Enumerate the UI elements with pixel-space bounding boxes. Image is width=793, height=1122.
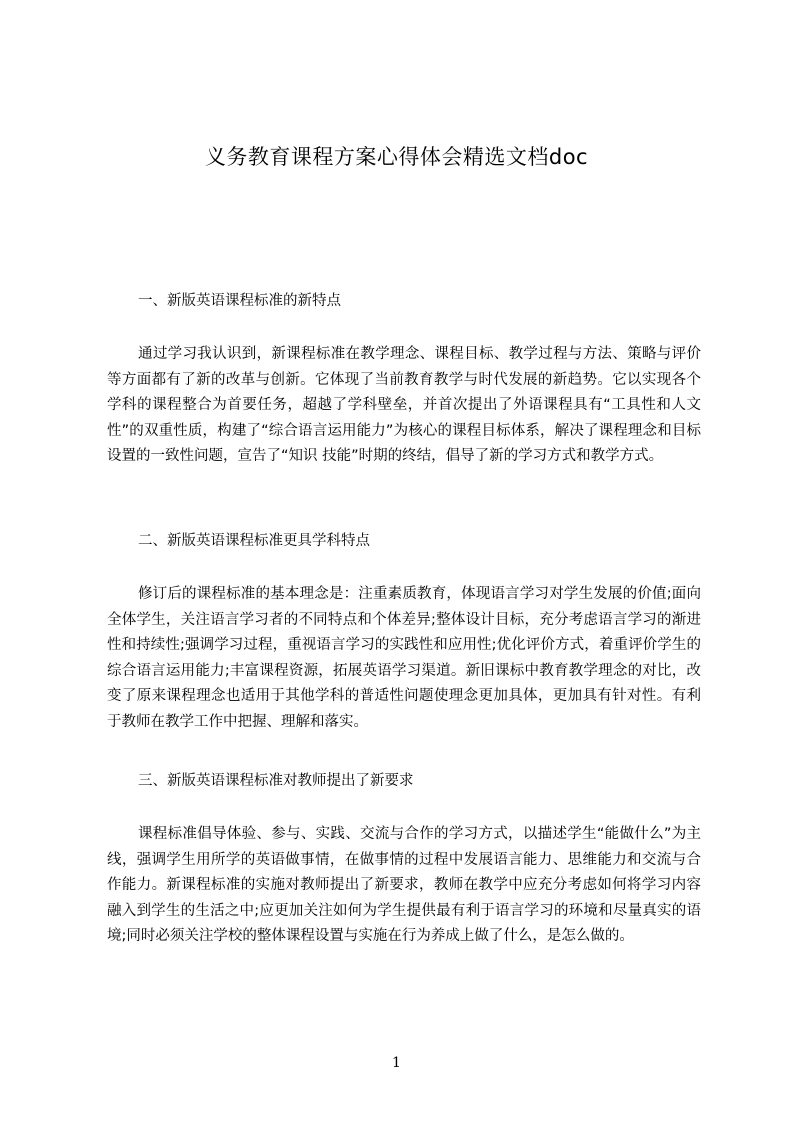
section-heading-3: 三、新版英语课程标准对教师提出了新要求 [138,773,414,789]
section-paragraph-1: 通过学习我认识到，新课程标准在教学理念、课程目标、教学过程与方法、策略与评价等方面都有了新的改革与创新。它体现了当前教育教学与时代发展的新趋势。它以实现各个学科的课程整合为首要任务，超越了学科壁垒，并首次提出了外语课程具有“工具性和人文性”的双重性质，构建了“综合语言运用能力”为核心的课程目标体系，解决了课程理念和目标设置的一致性问题，宣告了“知识 技能”时期的终结，倡导了新的学习方式和教学方式。 [107,346,701,465]
page-number: 1 [392,1055,401,1071]
section-paragraph-3: 课程标准倡导体验、参与、实践、交流与合作的学习方式，以描述学生“能做什么”为主线，强调学生用所学的英语做事情，在做事情的过程中发展语言能力、思维能力和交流与合作能力。新课程标准的实施对教师提出了新要求，教师在教学中应充分考虑如何将学习内容融入到学生的生活之中;应更加关注如何为学生提供最有利于语言学习的环境和尽量真实的语境;同时必须关注学校的整体课程设置与实施在行为养成上做了什么，是怎么做的。 [107,826,701,945]
section-heading-1: 一、新版英语课程标准的新特点 [138,293,341,309]
section-paragraph-2: 修订后的课程标准的基本理念是：注重素质教育，体现语言学习对学生发展的价值;面向全体学生，关注语言学习者的不同特点和个体差异;整体设计目标，充分考虑语言学习的渐进性和持续性;强调学习过程，重视语言学习的实践性和应用性;优化评价方式，着重评价学生的综合语言运用能力;丰富课程资源，拓展英语学习渠道。新旧课标中教育教学理念的对比，改变了原来课程理念也适用于其他学科的普适性问题使理念更加具体，更加具有针对性。有利于教师在教学工作中把握、理解和落实。 [107,586,701,730]
document-title: 义务教育课程方案心得体会精选文档doc [204,145,589,169]
section-heading-2: 二、新版英语课程标准更具学科特点 [138,533,370,549]
